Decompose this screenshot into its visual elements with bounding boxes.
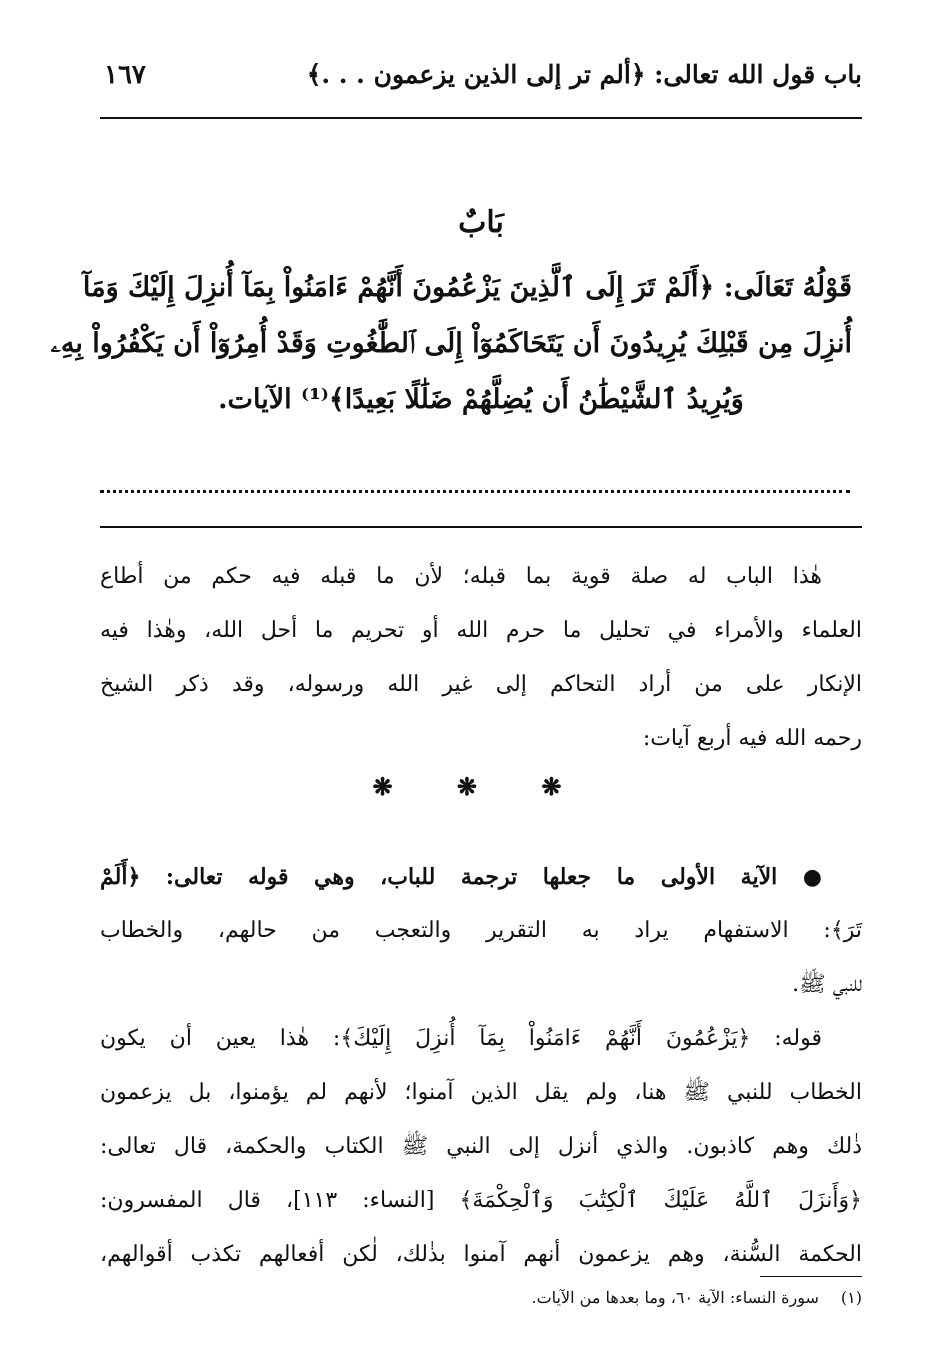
footnote-number: (١) xyxy=(840,1288,862,1307)
text-line: العلماء والأمراء في تحليل ما حرم الله أو تحريم ما أحل الله، وهٰذا فيه xyxy=(100,618,862,643)
header-rule xyxy=(100,117,862,119)
star-separator: ❋ ❋ ❋ xyxy=(372,772,590,801)
text-line: الخطاب للنبي ﷺ هنا، ولم يقل الذين آمنوا؛ لأنهم لم يؤمنوا، بل يزعمون xyxy=(100,1080,862,1105)
first-verse-paragraph xyxy=(100,850,862,1012)
verse-line: أُنزِلَ مِن قَبْلِكَ يُرِيدُونَ أَن يَتَحَاكَمُوٓاْ إِلَى ٱلطَّٰغُوتِ وَقَدْ أُمِرُوٓاْ أَن يَكْفُرُواْ بِهِۦ xyxy=(50,328,852,359)
verse-line: قَوْلُهُ تَعَالَى: ﴿أَلَمْ تَرَ إِلَى ٱلَّذِينَ يَزْعُمُونَ أَنَّهُمْ ءَامَنُواْ بِمَآ أُنزِلَ إِلَيْكَ وَمَآ xyxy=(82,272,852,303)
explanation-paragraph xyxy=(100,1012,862,1282)
text-line: الحكمة السُّنة، وهم يزعمون أنهم آمنوا بذٰلك، لٰكن أفعالهم تكذب أقوالهم، xyxy=(100,1242,862,1267)
intro-paragraph xyxy=(100,550,862,766)
footnote-rule xyxy=(760,1276,862,1277)
running-title: باب قول الله تعالى: ﴿ألم تر إلى الذين يزعمون . . .﴾ xyxy=(306,60,862,89)
footnote xyxy=(532,1288,863,1307)
chapter-verse xyxy=(50,260,852,428)
text-line: الإنكار على من أراد التحاكم إلى غير الله ورسوله، وقد ذكر الشيخ xyxy=(100,672,862,697)
text-line: تَرَ﴾: الاستفهام يراد به التقرير والتعجب من حالهم، والخطاب xyxy=(100,918,862,943)
chapter-label: بَابٌ xyxy=(458,205,504,240)
text-line: قوله: ﴿يَزْعُمُونَ أَنَّهُمْ ءَامَنُواْ بِمَآ أُنزِلَ إِلَيْكَ﴾: هٰذا يعين أن يكون xyxy=(100,1026,822,1051)
text-line: رحمه الله فيه أربع آيات: xyxy=(642,726,862,751)
text-line: هٰذا الباب له صلة قوية بما قبله؛ لأن ما قبله فيه حكم من أطاع xyxy=(100,564,822,589)
text-line: للنبي ﷺ. xyxy=(792,972,862,997)
text-line: ﴿وَأَنزَلَ ٱللَّهُ عَلَيْكَ ٱلْكِتَٰبَ وَٱلْحِكْمَةَ﴾ [النساء: ١١٣]، قال المفسرون: xyxy=(100,1188,862,1213)
page-number: ١٦٧ xyxy=(104,60,146,90)
page-header xyxy=(100,60,862,100)
text-line: ● الآية الأولى ما جعلها ترجمة للباب، وهي قوله تعالى: ﴿أَلَمْ xyxy=(100,864,822,890)
footnote-text: سورة النساء: الآية ٦٠، وما بعدها من الآيات. xyxy=(531,1288,819,1307)
section-divider xyxy=(100,526,862,528)
text-line: ذٰلك وهم كاذبون. والذي أنزل إلى النبي ﷺ الكتاب والحكمة، قال تعالى: xyxy=(100,1134,862,1159)
verse-line: وَيُرِيدُ ٱلشَّيْطَٰنُ أَن يُضِلَّهُمْ ضَلَٰلًا بَعِيدًا﴾⁽¹⁾ الآيات. xyxy=(218,384,744,415)
dotted-divider xyxy=(100,490,850,493)
